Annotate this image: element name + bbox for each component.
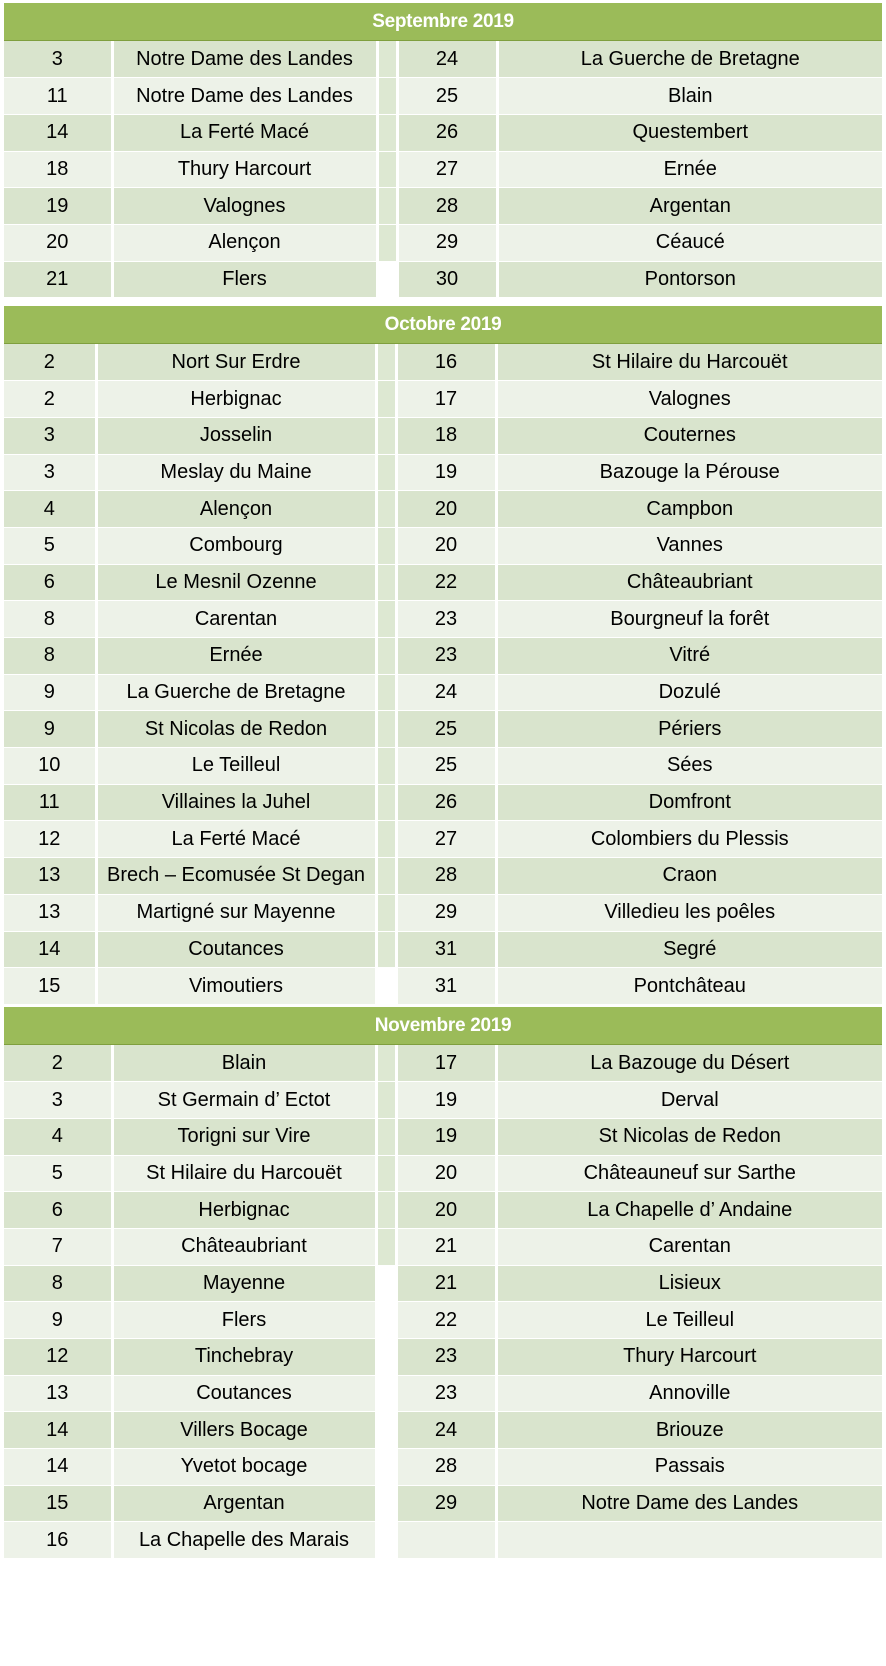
place-cell: Mayenne xyxy=(112,1265,376,1302)
place-cell: Flers xyxy=(112,261,377,298)
table-row xyxy=(4,711,882,748)
day-cell: 22 xyxy=(396,564,496,601)
place-cell: Meslay du Maine xyxy=(96,454,376,491)
day-cell: 15 xyxy=(4,1485,112,1522)
month-section xyxy=(4,1007,882,1559)
day-cell: 12 xyxy=(4,821,96,858)
day-cell: 11 xyxy=(4,78,112,115)
day-cell: 12 xyxy=(4,1339,112,1376)
place-cell: Questembert xyxy=(497,114,882,151)
day-cell: 29 xyxy=(396,1485,496,1522)
day-cell: 21 xyxy=(4,261,112,298)
day-cell: 18 xyxy=(4,151,112,188)
separator-cell xyxy=(376,674,396,711)
events-table xyxy=(4,41,882,298)
table-row xyxy=(4,41,882,78)
day-cell: 5 xyxy=(4,1155,112,1192)
place-cell: Le Teilleul xyxy=(496,1302,882,1339)
day-cell: 27 xyxy=(396,821,496,858)
separator-cell xyxy=(376,1082,396,1119)
table-row xyxy=(4,188,882,225)
place-cell: Ernée xyxy=(96,638,376,675)
place-cell: Argentan xyxy=(497,188,882,225)
place-cell: Valognes xyxy=(112,188,377,225)
place-cell: Carentan xyxy=(96,601,376,638)
events-table xyxy=(4,1045,882,1559)
table-row xyxy=(4,1375,882,1412)
day-cell: 20 xyxy=(396,1155,496,1192)
place-cell: Torigni sur Vire xyxy=(112,1118,376,1155)
table-row xyxy=(4,858,882,895)
day-cell: 5 xyxy=(4,527,96,564)
place-cell: Thury Harcourt xyxy=(496,1339,882,1376)
separator-cell xyxy=(376,1449,396,1486)
day-cell: 24 xyxy=(397,41,497,78)
place-cell: Bourgneuf la forêt xyxy=(496,601,882,638)
separator-cell xyxy=(376,381,396,418)
day-cell: 2 xyxy=(4,1045,112,1082)
place-cell: Châteaubriant xyxy=(496,564,882,601)
place-cell: Vimoutiers xyxy=(96,968,376,1005)
table-row xyxy=(4,78,882,115)
day-cell: 23 xyxy=(396,638,496,675)
place-cell: Tinchebray xyxy=(112,1339,376,1376)
table-row xyxy=(4,1412,882,1449)
separator-cell xyxy=(376,1265,396,1302)
separator-cell xyxy=(376,1522,396,1559)
place-cell: Briouze xyxy=(496,1412,882,1449)
place-cell: St Germain d’ Ectot xyxy=(112,1082,376,1119)
place-cell: Céaucé xyxy=(497,224,882,261)
day-cell: 23 xyxy=(396,601,496,638)
day-cell: 16 xyxy=(4,1522,112,1559)
place-cell: Nort Sur Erdre xyxy=(96,344,376,381)
day-cell: 18 xyxy=(396,417,496,454)
day-cell: 11 xyxy=(4,784,96,821)
day-cell: 10 xyxy=(4,748,96,785)
table-row xyxy=(4,1522,882,1559)
day-cell: 28 xyxy=(397,188,497,225)
place-cell: Domfront xyxy=(496,784,882,821)
day-cell: 13 xyxy=(4,858,96,895)
day-cell: 19 xyxy=(396,454,496,491)
place-cell: St Hilaire du Harcouët xyxy=(496,344,882,381)
place-cell: La Guerche de Bretagne xyxy=(96,674,376,711)
month-section xyxy=(4,306,882,1005)
place-cell: Argentan xyxy=(112,1485,376,1522)
place-cell: St Nicolas de Redon xyxy=(96,711,376,748)
place-cell: Châteauneuf sur Sarthe xyxy=(496,1155,882,1192)
day-cell: 8 xyxy=(4,638,96,675)
table-row xyxy=(4,1228,882,1265)
place-cell: St Nicolas de Redon xyxy=(496,1118,882,1155)
place-cell: Blain xyxy=(497,78,882,115)
place-cell: Derval xyxy=(496,1082,882,1119)
table-row xyxy=(4,564,882,601)
table-row xyxy=(4,261,882,298)
place-cell: La Ferté Macé xyxy=(96,821,376,858)
day-cell: 25 xyxy=(396,748,496,785)
day-cell: 24 xyxy=(396,1412,496,1449)
table-row xyxy=(4,1339,882,1376)
separator-cell xyxy=(376,1302,396,1339)
separator-cell xyxy=(377,188,397,225)
day-cell: 6 xyxy=(4,564,96,601)
day-cell: 3 xyxy=(4,454,96,491)
table-row xyxy=(4,1302,882,1339)
day-cell: 25 xyxy=(397,78,497,115)
place-cell: Couternes xyxy=(496,417,882,454)
place-cell: Coutances xyxy=(112,1375,376,1412)
table-row xyxy=(4,784,882,821)
place-cell: La Ferté Macé xyxy=(112,114,377,151)
place-cell: Sées xyxy=(496,748,882,785)
place-cell: La Chapelle d’ Andaine xyxy=(496,1192,882,1229)
place-cell: Notre Dame des Landes xyxy=(496,1485,882,1522)
day-cell: 25 xyxy=(396,711,496,748)
day-cell: 4 xyxy=(4,1118,112,1155)
table-row xyxy=(4,417,882,454)
place-cell: Campbon xyxy=(496,491,882,528)
place-cell: Yvetot bocage xyxy=(112,1449,376,1486)
separator-cell xyxy=(376,748,396,785)
month-header: Novembre 2019 xyxy=(4,1007,882,1045)
day-cell: 31 xyxy=(396,931,496,968)
table-row xyxy=(4,674,882,711)
separator-cell xyxy=(376,564,396,601)
day-cell: 9 xyxy=(4,711,96,748)
table-row xyxy=(4,821,882,858)
separator-cell xyxy=(376,711,396,748)
separator-cell xyxy=(376,417,396,454)
table-row xyxy=(4,931,882,968)
table-row xyxy=(4,1118,882,1155)
table-row xyxy=(4,968,882,1005)
table-row xyxy=(4,748,882,785)
day-cell: 8 xyxy=(4,601,96,638)
day-cell: 15 xyxy=(4,968,96,1005)
place-cell: Blain xyxy=(112,1045,376,1082)
separator-cell xyxy=(376,638,396,675)
place-cell: Valognes xyxy=(496,381,882,418)
place-cell: Ernée xyxy=(497,151,882,188)
place-cell: Coutances xyxy=(96,931,376,968)
place-cell: Châteaubriant xyxy=(112,1228,376,1265)
place-cell: Périers xyxy=(496,711,882,748)
place-cell: Vitré xyxy=(496,638,882,675)
day-cell: 3 xyxy=(4,417,96,454)
place-cell: Le Teilleul xyxy=(96,748,376,785)
place-cell: Alençon xyxy=(112,224,377,261)
place-cell: Josselin xyxy=(96,417,376,454)
day-cell: 20 xyxy=(4,224,112,261)
day-cell: 29 xyxy=(397,224,497,261)
table-row xyxy=(4,638,882,675)
day-cell: 20 xyxy=(396,527,496,564)
separator-cell xyxy=(377,41,397,78)
place-cell: Dozulé xyxy=(496,674,882,711)
month-header: Octobre 2019 xyxy=(4,306,882,344)
place-cell: Lisieux xyxy=(496,1265,882,1302)
day-cell: 21 xyxy=(396,1265,496,1302)
separator-cell xyxy=(376,1045,396,1082)
separator-cell xyxy=(376,858,396,895)
day-cell: 21 xyxy=(396,1228,496,1265)
day-cell: 17 xyxy=(396,381,496,418)
table-row xyxy=(4,894,882,931)
separator-cell xyxy=(376,527,396,564)
day-cell: 27 xyxy=(397,151,497,188)
day-cell: 31 xyxy=(396,968,496,1005)
separator-cell xyxy=(376,1118,396,1155)
day-cell: 2 xyxy=(4,344,96,381)
table-row xyxy=(4,601,882,638)
place-cell: La Bazouge du Désert xyxy=(496,1045,882,1082)
table-row xyxy=(4,1155,882,1192)
table-row xyxy=(4,491,882,528)
day-cell: 29 xyxy=(396,894,496,931)
day-cell: 2 xyxy=(4,381,96,418)
day-cell: 14 xyxy=(4,1449,112,1486)
place-cell: Alençon xyxy=(96,491,376,528)
place-cell: Combourg xyxy=(96,527,376,564)
place-cell: Notre Dame des Landes xyxy=(112,41,377,78)
place-cell: Pontorson xyxy=(497,261,882,298)
place-cell: Bazouge la Pérouse xyxy=(496,454,882,491)
place-cell xyxy=(496,1522,882,1559)
day-cell: 28 xyxy=(396,858,496,895)
day-cell: 3 xyxy=(4,1082,112,1119)
place-cell: Thury Harcourt xyxy=(112,151,377,188)
day-cell: 7 xyxy=(4,1228,112,1265)
place-cell: Craon xyxy=(496,858,882,895)
day-cell: 14 xyxy=(4,931,96,968)
day-cell: 26 xyxy=(397,114,497,151)
separator-cell xyxy=(376,1485,396,1522)
day-cell: 23 xyxy=(396,1375,496,1412)
day-cell: 30 xyxy=(397,261,497,298)
place-cell: Herbignac xyxy=(96,381,376,418)
day-cell: 8 xyxy=(4,1265,112,1302)
day-cell: 19 xyxy=(396,1118,496,1155)
separator-cell xyxy=(376,1228,396,1265)
day-cell: 14 xyxy=(4,1412,112,1449)
day-cell: 4 xyxy=(4,491,96,528)
day-cell: 13 xyxy=(4,894,96,931)
place-cell: Le Mesnil Ozenne xyxy=(96,564,376,601)
day-cell: 20 xyxy=(396,1192,496,1229)
separator-cell xyxy=(377,224,397,261)
table-row xyxy=(4,454,882,491)
day-cell: 26 xyxy=(396,784,496,821)
day-cell: 3 xyxy=(4,41,112,78)
separator-cell xyxy=(376,784,396,821)
place-cell: Passais xyxy=(496,1449,882,1486)
table-row xyxy=(4,1192,882,1229)
table-row xyxy=(4,1485,882,1522)
table-row xyxy=(4,1045,882,1082)
day-cell: 19 xyxy=(4,188,112,225)
place-cell: Villaines la Juhel xyxy=(96,784,376,821)
day-cell: 13 xyxy=(4,1375,112,1412)
place-cell: Martigné sur Mayenne xyxy=(96,894,376,931)
table-row xyxy=(4,344,882,381)
separator-cell xyxy=(376,491,396,528)
day-cell: 14 xyxy=(4,114,112,151)
separator-cell xyxy=(376,894,396,931)
day-cell: 23 xyxy=(396,1339,496,1376)
table-row xyxy=(4,1265,882,1302)
separator-cell xyxy=(377,114,397,151)
table-row xyxy=(4,527,882,564)
separator-cell xyxy=(377,78,397,115)
separator-cell xyxy=(376,821,396,858)
place-cell: Colombiers du Plessis xyxy=(496,821,882,858)
place-cell: Flers xyxy=(112,1302,376,1339)
place-cell: Villers Bocage xyxy=(112,1412,376,1449)
table-row xyxy=(4,381,882,418)
separator-cell xyxy=(376,931,396,968)
place-cell: Pontchâteau xyxy=(496,968,882,1005)
separator-cell xyxy=(376,1375,396,1412)
place-cell: Segré xyxy=(496,931,882,968)
place-cell: Brech – Ecomusée St Degan xyxy=(96,858,376,895)
separator-cell xyxy=(377,151,397,188)
day-cell: 16 xyxy=(396,344,496,381)
place-cell: Notre Dame des Landes xyxy=(112,78,377,115)
month-header: Septembre 2019 xyxy=(4,3,882,41)
day-cell: 20 xyxy=(396,491,496,528)
day-cell: 22 xyxy=(396,1302,496,1339)
table-row xyxy=(4,114,882,151)
separator-cell xyxy=(376,1339,396,1376)
separator-cell xyxy=(376,1155,396,1192)
day-cell: 28 xyxy=(396,1449,496,1486)
separator-cell xyxy=(376,1192,396,1229)
place-cell: Carentan xyxy=(496,1228,882,1265)
day-cell xyxy=(396,1522,496,1559)
day-cell: 9 xyxy=(4,674,96,711)
day-cell: 17 xyxy=(396,1045,496,1082)
place-cell: Herbignac xyxy=(112,1192,376,1229)
table-row xyxy=(4,1082,882,1119)
place-cell: Annoville xyxy=(496,1375,882,1412)
day-cell: 6 xyxy=(4,1192,112,1229)
day-cell: 9 xyxy=(4,1302,112,1339)
separator-cell xyxy=(376,601,396,638)
place-cell: Vannes xyxy=(496,527,882,564)
table-row xyxy=(4,224,882,261)
table-row xyxy=(4,151,882,188)
place-cell: La Guerche de Bretagne xyxy=(497,41,882,78)
separator-cell xyxy=(376,1412,396,1449)
events-table xyxy=(4,344,882,1005)
separator-cell xyxy=(376,454,396,491)
separator-cell xyxy=(377,261,397,298)
place-cell: Villedieu les poêles xyxy=(496,894,882,931)
table-row xyxy=(4,1449,882,1486)
day-cell: 24 xyxy=(396,674,496,711)
place-cell: St Hilaire du Harcouët xyxy=(112,1155,376,1192)
separator-cell xyxy=(376,344,396,381)
place-cell: La Chapelle des Marais xyxy=(112,1522,376,1559)
day-cell: 19 xyxy=(396,1082,496,1119)
separator-cell xyxy=(376,968,396,1005)
month-section xyxy=(4,3,882,298)
